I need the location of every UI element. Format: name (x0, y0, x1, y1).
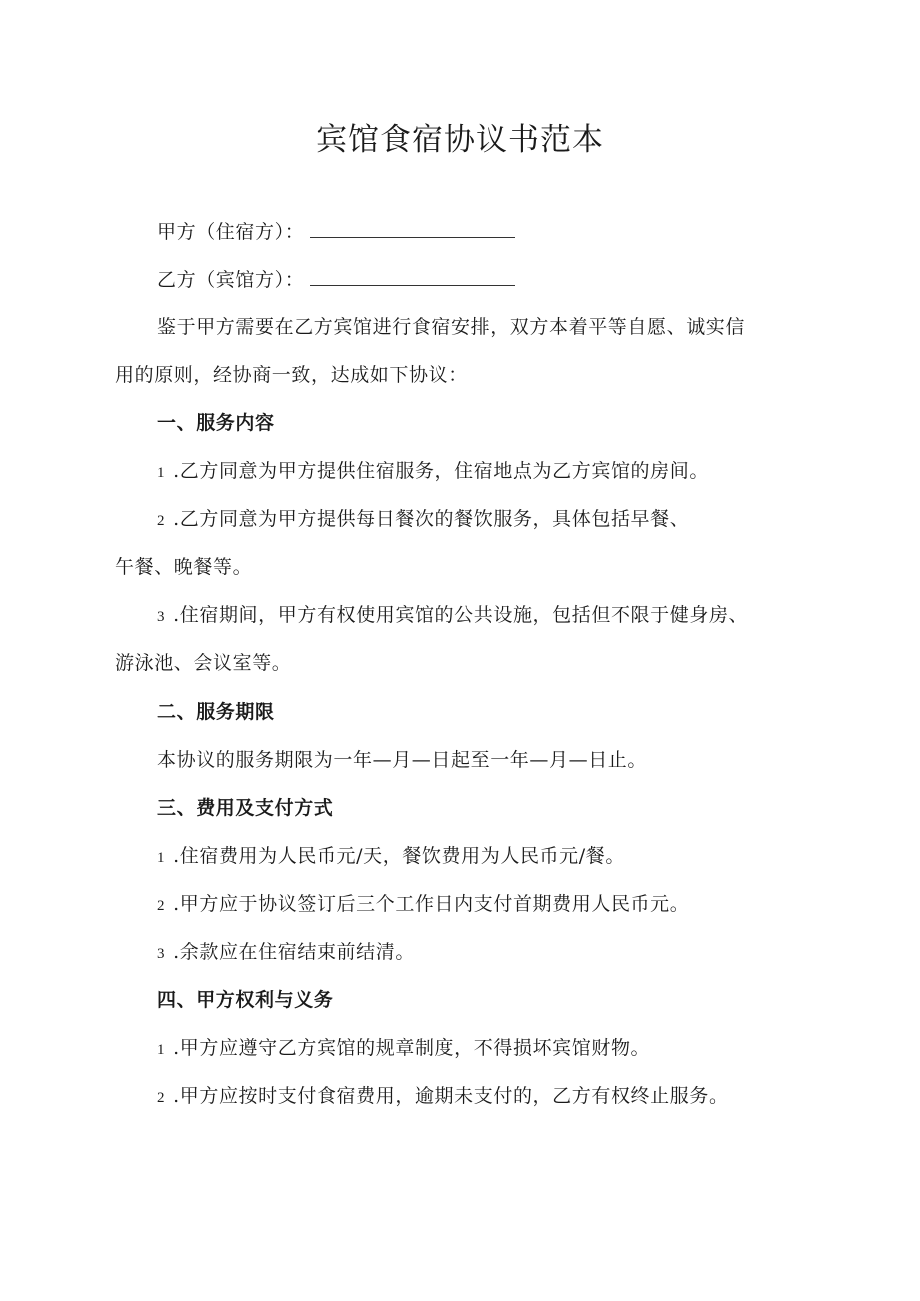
item-number: 1 (157, 850, 166, 866)
document-title: 宾馆食宿协议书范本 (316, 122, 604, 158)
section-4-heading: 四、甲方权利与义务 (157, 989, 334, 1011)
item-number: 3 (157, 609, 166, 625)
section-1-item-3 (157, 601, 748, 631)
section-1-item-1 (157, 457, 709, 487)
item-number: 3 (157, 946, 166, 962)
intro-line-1: 鉴于甲方需要在乙方宾馆进行食宿安排，双方本着平等自愿、诚实信 (157, 316, 746, 338)
section-2-heading: 二、服务期限 (157, 701, 275, 723)
item-number: 1 (157, 1042, 166, 1058)
item-number: 2 (157, 1090, 166, 1106)
item-number: 2 (157, 898, 166, 914)
party-b-label: 乙方（宾馆方）： (157, 269, 305, 291)
section-1-item-2 (157, 505, 689, 535)
item-text: .住宿费用为人民币元/天，餐饮费用为人民币元/餐。 (173, 845, 625, 867)
item-number: 1 (157, 465, 166, 481)
section-4-item-2 (157, 1082, 729, 1112)
section-1-item-3-cont: 游泳池、会议室等。 (115, 652, 292, 674)
party-a-line (157, 217, 515, 246)
section-3-item-2 (157, 890, 689, 920)
item-text: .乙方同意为甲方提供每日餐次的餐饮服务，具体包括早餐、 (173, 508, 690, 530)
section-4-item-1 (157, 1034, 650, 1064)
item-text: .住宿期间，甲方有权使用宾馆的公共设施，包括但不限于健身房、 (173, 604, 749, 626)
party-a-blank (310, 217, 515, 238)
section-3-item-1 (157, 842, 625, 872)
section-3-item-3 (157, 938, 415, 968)
party-b-line (157, 265, 515, 294)
section-2-text: 本协议的服务期限为一年—月—日起至一年—月—日止。 (157, 749, 648, 771)
item-number: 2 (157, 513, 166, 529)
item-text: .余款应在住宿结束前结清。 (173, 941, 415, 963)
party-b-blank (310, 265, 515, 286)
item-text: .甲方应按时支付食宿费用，逾期未支付的，乙方有权终止服务。 (173, 1085, 729, 1107)
section-1-heading: 一、服务内容 (157, 412, 275, 434)
item-text: .甲方应于协议签订后三个工作日内支付首期费用人民币元。 (173, 893, 690, 915)
section-3-heading: 三、费用及支付方式 (157, 797, 334, 819)
party-a-label: 甲方（住宿方）： (157, 221, 305, 243)
item-text: .乙方同意为甲方提供住宿服务，住宿地点为乙方宾馆的房间。 (173, 460, 709, 482)
intro-line-2: 用的原则，经协商一致，达成如下协议： (115, 364, 468, 386)
section-1-item-2-cont: 午餐、晚餐等。 (115, 556, 253, 578)
item-text: .甲方应遵守乙方宾馆的规章制度，不得损坏宾馆财物。 (173, 1037, 651, 1059)
